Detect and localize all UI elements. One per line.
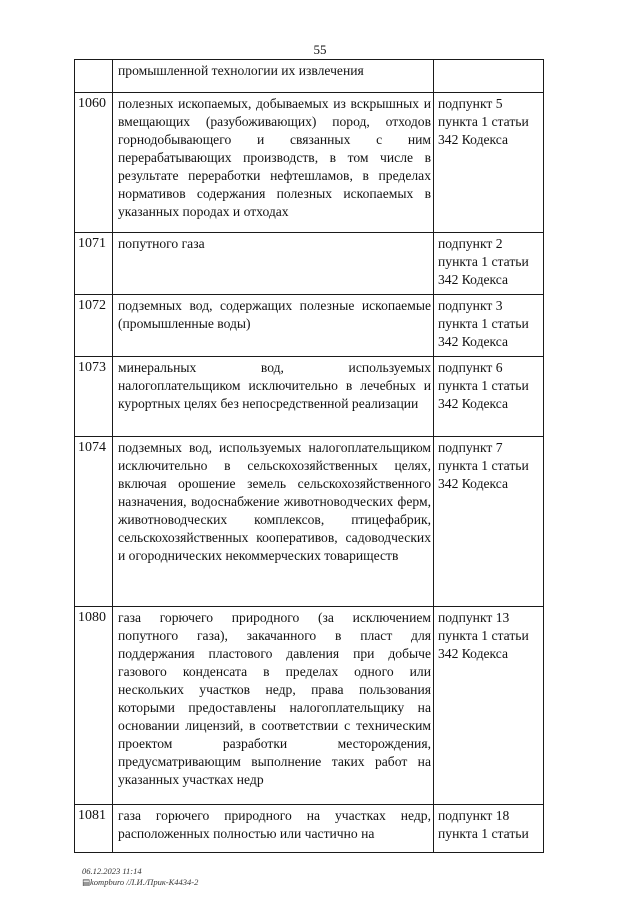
document-table xyxy=(74,59,544,853)
row-description: минеральных вод, используемых налогоплательщиком исключительно в лечебных и курортных целях без непосредственной реализации xyxy=(113,357,434,437)
reference-line: 342 Кодекса xyxy=(438,334,509,349)
row-code: 1073 xyxy=(75,357,113,437)
document-footer xyxy=(82,866,198,888)
row-code: 1072 xyxy=(75,295,113,357)
row-description: попутного газа xyxy=(113,233,434,295)
table-row xyxy=(75,295,544,357)
reference-line: подпункт 2 xyxy=(438,236,503,251)
table-row xyxy=(75,357,544,437)
reference-line: 342 Кодекса xyxy=(438,272,509,287)
table-row xyxy=(75,60,544,93)
reference-line: подпункт 3 xyxy=(438,298,503,313)
table-row xyxy=(75,607,544,805)
reference-line: 342 Кодекса xyxy=(438,132,509,147)
reference-line: пункта 1 статьи xyxy=(438,254,529,269)
table-row xyxy=(75,233,544,295)
row-description: полезных ископаемых, добываемых из вскрышных и вмещающих (разубоживающих) пород, отходов горнодобывающего и связанных с ним перерабатывающих производств, в том числе в результате переработки нефтешламов, в пределах нормативов содержания полезных ископаемых в указанных породах и отходах xyxy=(113,93,434,233)
reference-line: пункта 1 статьи xyxy=(438,316,529,331)
footer-path: kompburo /Л.И./Прик-К4434-2 xyxy=(90,877,199,887)
file-icon: ▤ xyxy=(82,877,91,887)
reference-line: пункта 1 статьи xyxy=(438,628,529,643)
footer-path-line xyxy=(82,877,198,888)
reference-line: пункта 1 статьи xyxy=(438,114,529,129)
row-reference xyxy=(434,93,544,233)
row-code: 1081 xyxy=(75,805,113,853)
row-reference xyxy=(434,233,544,295)
row-reference xyxy=(434,295,544,357)
row-description: подземных вод, содержащих полезные ископаемые (промышленные воды) xyxy=(113,295,434,357)
table-row xyxy=(75,805,544,853)
row-reference xyxy=(434,357,544,437)
reference-line: подпункт 5 xyxy=(438,96,503,111)
row-code: 1071 xyxy=(75,233,113,295)
reference-line: пункта 1 статьи xyxy=(438,826,529,841)
row-code: 1080 xyxy=(75,607,113,805)
row-reference xyxy=(434,437,544,607)
reference-line: подпункт 18 xyxy=(438,808,510,823)
reference-line: подпункт 7 xyxy=(438,440,503,455)
footer-date: 06.12.2023 11:14 xyxy=(82,866,142,876)
row-code: 1074 xyxy=(75,437,113,607)
page-number: 55 xyxy=(313,42,327,57)
reference-line: 342 Кодекса xyxy=(438,396,509,411)
reference-line: пункта 1 статьи xyxy=(438,378,529,393)
table-row xyxy=(75,437,544,607)
reference-line: 342 Кодекса xyxy=(438,476,509,491)
row-reference xyxy=(434,60,544,93)
reference-line: 342 Кодекса xyxy=(438,646,509,661)
row-code xyxy=(75,60,113,93)
row-description: газа горючего природного (за исключением попутного газа), закачанного в пласт для поддержания пластового давления при добыче газового конденсата в пределах одного или нескольких участков недр, права пользования которыми предоставлены налогоплательщику на основании лицензий, в соответствии с техническим проектом разработки месторождения, предусматривающим выполнение таких работ на указанных участках недр xyxy=(113,607,434,805)
table-body xyxy=(75,60,544,853)
reference-line: подпункт 13 xyxy=(438,610,510,625)
row-code: 1060 xyxy=(75,93,113,233)
table-row xyxy=(75,93,544,233)
row-reference xyxy=(434,607,544,805)
row-reference xyxy=(434,805,544,853)
row-description: подземных вод, используемых налогоплательщиком исключительно в сельскохозяйственных целях, включая орошение земель сельскохозяйственного назначения, водоснабжение животноводческих ферм, животноводческих комплексов, птицефабрик, сельскохозяйственных кооперативов, садоводческих и огороднических некоммерческих товариществ xyxy=(113,437,434,607)
reference-line: пункта 1 статьи xyxy=(438,458,529,473)
row-description: промышленной технологии их извлечения xyxy=(113,60,434,93)
reference-line: подпункт 6 xyxy=(438,360,503,375)
row-description: газа горючего природного на участках недр, расположенных полностью или частично на xyxy=(113,805,434,853)
